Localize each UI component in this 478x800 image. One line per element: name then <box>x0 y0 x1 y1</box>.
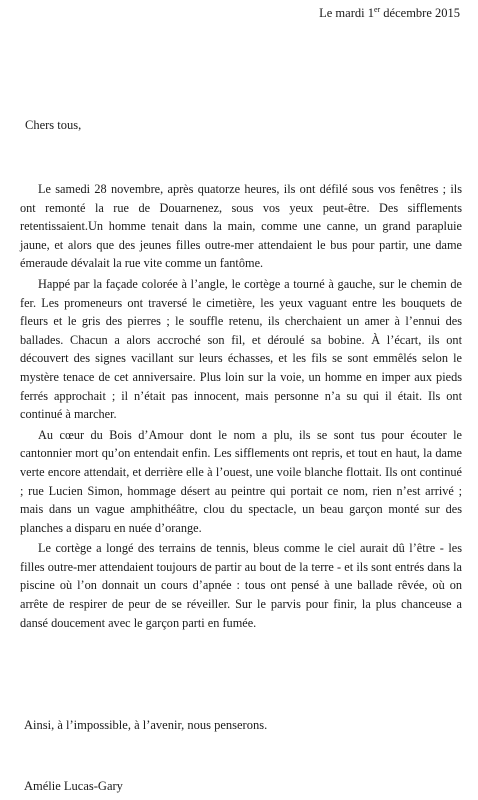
signature: Amélie Lucas-Gary <box>24 779 123 793</box>
salutation: Chers tous, <box>25 118 82 132</box>
date-suffix: décembre 2015 <box>380 6 460 20</box>
letter-body <box>20 180 462 634</box>
date-superscript: er <box>373 4 381 14</box>
letter-date <box>319 6 460 21</box>
paragraph-2: Happé par la façade colorée à l’angle, le cortège a tourné à gauche, sur le chemin de fer. Les promeneurs ont traversé le cimetière, les yeux vaguant entre les bouquets de fleurs et le gris des pierres ; le souffle retenu, ils cherchaient un amer à l’ennui des ballades. Chacun a alors accroché son fil, et déroulé sa bobine. À l’écart, ils ont découvert des signes vacillant sur leurs échasses, et les fils se sont emmêlés selon le mystère tenace de cet anniversaire. Plus loin sur la voie, un homme en imper aux pieds ferrés approchait ; il n’était pas innocent, mais personne n’a su qui il était. Ils ont continué à marcher. <box>20 276 462 422</box>
date-prefix: Le mardi 1 <box>319 6 374 20</box>
paragraph-3: Au cœur du Bois d’Amour dont le nom a plu, ils se sont tus pour écouter le cantonnier mort qu’on entendait enfin. Les sifflements ont repris, et tout en haut, la dame verte encore attendait, et derrière elle à l’ouest, une voile blanche flottait. Ils ont continué ; rue Lucien Simon, hommage désert au peintre qui portait ce nom, rien n’est arrivé ; mais dans un vague amphithéâtre, clou du spectacle, un beau garçon monté sur des planches a disparu en nuée d’orange. <box>20 427 462 535</box>
paragraph-4: Le cortège a longé des terrains de tennis, bleus comme le ciel aurait dû l’être - les filles outre-mer attendaient toujours de partir au bout de la terre - et ils sont entrés dans la piscine où l’on donnait un cours d’apnée : tous ont pensé à une ballade rêvée, où on arrête de respirer de peur de se réveiller. Sur le parvis pour finir, la plus chanceuse a dansé doucement avec le garçon parti en fumée. <box>20 541 462 630</box>
closing-line: Ainsi, à l’impossible, à l’avenir, nous penserons. <box>24 718 268 732</box>
paragraph-1: Le samedi 28 novembre, après quatorze heures, ils ont défilé sous vos fenêtres ; ils ont remonté la rue de Douarnenez, sous vos yeux peut-être. Des sifflements retentissaient.Un homme tenait dans la main, comme une canne, un grand parapluie jaune, et alors que des jeunes filles outre-mer attendaient le bus pour partir, une dame émeraude dévalait la rue vite comme un fantôme. <box>20 182 462 271</box>
